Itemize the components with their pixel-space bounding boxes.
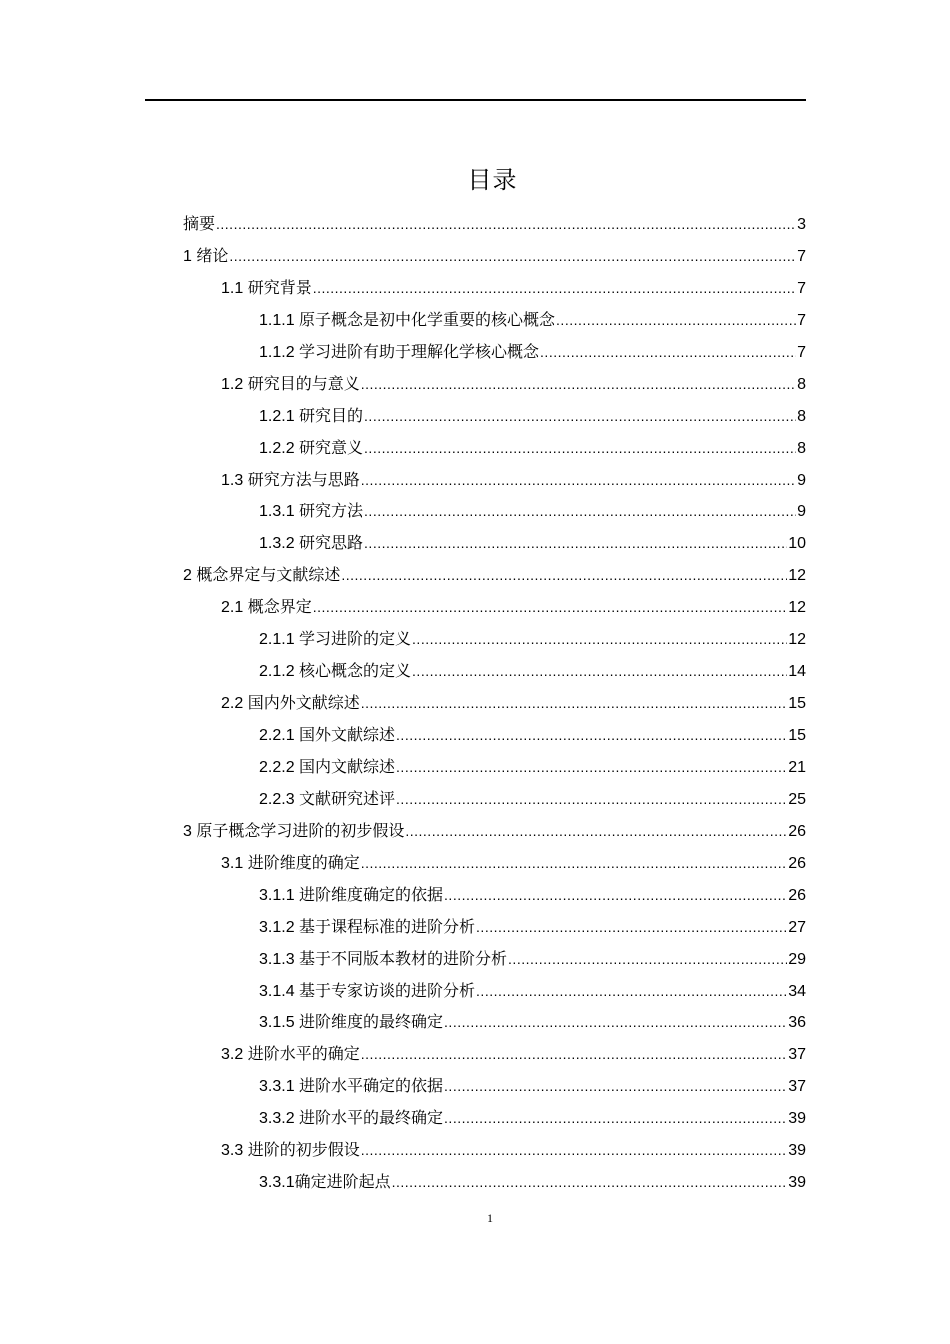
toc-entry-number: 2.1.2 <box>259 663 300 681</box>
toc-entry-number: 2.2.2 <box>259 758 300 776</box>
toc-entry-number: 3 <box>183 822 197 840</box>
toc-entry-page: 21 <box>788 758 806 776</box>
toc-entry-number: 3.3.1 <box>259 1078 300 1096</box>
toc-dot-leader <box>364 401 796 433</box>
toc-entry[interactable] <box>183 527 806 559</box>
toc-entry-page: 12 <box>788 599 806 617</box>
toc-dot-leader <box>364 496 796 528</box>
toc-entry-page: 7 <box>797 247 806 265</box>
toc-entry-title: 基于不同版本教材的进阶分析 <box>299 948 508 968</box>
toc-entry[interactable] <box>183 943 806 975</box>
toc-entry-title: 概念界定 <box>247 597 312 617</box>
toc-entry[interactable] <box>183 272 806 304</box>
toc-entry-title: 研究目的与意义 <box>247 373 360 393</box>
table-of-contents <box>183 208 806 1198</box>
toc-entry-page: 37 <box>788 1046 806 1064</box>
toc-dot-leader <box>364 433 796 465</box>
toc-entry-page: 26 <box>788 822 806 840</box>
toc-entry-title: 确定进阶起点 <box>294 1172 391 1192</box>
toc-entry-title: 国内外文献综述 <box>247 693 360 713</box>
toc-entry-title: 核心概念的定义 <box>299 661 412 681</box>
toc-entry[interactable] <box>183 368 806 400</box>
toc-entry-title: 研究背景 <box>247 277 312 297</box>
toc-entry-number: 1.3.2 <box>259 535 300 553</box>
toc-dot-leader <box>444 1071 787 1103</box>
toc-entry[interactable] <box>183 591 806 623</box>
toc-entry[interactable] <box>183 1102 806 1134</box>
toc-entry[interactable] <box>183 623 806 655</box>
toc-dot-leader <box>392 1167 788 1199</box>
toc-entry[interactable] <box>183 208 806 240</box>
toc-entry-page: 15 <box>788 695 806 713</box>
toc-dot-leader <box>540 337 796 369</box>
toc-entry-page: 27 <box>788 918 806 936</box>
toc-entry-title: 学习进阶的定义 <box>299 629 412 649</box>
toc-entry[interactable] <box>183 432 806 464</box>
toc-entry-page: 15 <box>788 727 806 744</box>
toc-entry[interactable] <box>183 783 806 815</box>
toc-dot-leader <box>361 848 788 880</box>
toc-entry-page: 7 <box>797 311 806 329</box>
toc-entry[interactable] <box>183 975 806 1007</box>
toc-entry-title: 进阶维度的确定 <box>247 852 360 872</box>
toc-entry[interactable] <box>183 1038 806 1070</box>
toc-entry[interactable] <box>183 879 806 911</box>
toc-entry-title: 国外文献综述 <box>299 725 396 744</box>
toc-entry-page: 36 <box>788 1014 806 1032</box>
toc-entry-title: 研究方法与思路 <box>247 469 360 489</box>
toc-entry-number: 3.2 <box>221 1046 248 1064</box>
toc-entry-page: 29 <box>788 950 806 968</box>
toc-entry-number: 3.1.5 <box>259 1014 300 1032</box>
toc-entry-page: 14 <box>788 663 806 681</box>
toc-entry[interactable] <box>183 495 806 527</box>
toc-entry-page: 3 <box>797 216 806 233</box>
toc-entry-page: 12 <box>788 567 806 585</box>
toc-entry-title: 基于课程标准的进阶分析 <box>299 916 476 936</box>
toc-entry[interactable] <box>183 1006 806 1038</box>
toc-entry-page: 26 <box>788 886 806 904</box>
toc-entry-number: 3.3.1 <box>259 1174 295 1192</box>
toc-dot-leader <box>556 305 796 337</box>
toc-dot-leader <box>476 912 787 944</box>
toc-dot-leader <box>313 273 796 305</box>
toc-entry-page: 39 <box>788 1174 806 1192</box>
toc-entry-number: 3.1.2 <box>259 918 300 936</box>
toc-entry-number: 3.1.4 <box>259 982 300 1000</box>
toc-dot-leader <box>361 465 796 497</box>
toc-entry-title: 研究方法 <box>299 501 364 521</box>
toc-entry-page: 34 <box>788 982 806 1000</box>
toc-dot-leader <box>396 784 787 816</box>
toc-dot-leader <box>396 720 787 752</box>
toc-entry[interactable] <box>183 240 806 272</box>
toc-entry-title: 研究目的 <box>299 405 364 425</box>
toc-entry-number: 2.2.1 <box>259 727 300 744</box>
toc-entry-title: 进阶水平确定的依据 <box>299 1076 444 1096</box>
toc-entry-number: 2.2.3 <box>259 790 300 808</box>
toc-entry-page: 10 <box>788 535 806 553</box>
toc-entry-title: 国内文献综述 <box>299 756 396 776</box>
toc-entry-page: 8 <box>797 439 806 457</box>
toc-entry-title: 基于专家访谈的进阶分析 <box>299 980 476 1000</box>
toc-dot-leader <box>476 976 787 1008</box>
toc-entry-title: 进阶的初步假设 <box>247 1140 360 1160</box>
toc-entry-number: 1.3 <box>221 471 248 489</box>
toc-entry-number: 3.1.3 <box>259 950 300 968</box>
toc-entry-page: 39 <box>788 1142 806 1160</box>
toc-dot-leader <box>508 944 787 976</box>
toc-entry-number: 2.1.1 <box>259 631 300 649</box>
toc-entry-title: 进阶维度确定的依据 <box>299 884 444 904</box>
toc-entry[interactable] <box>183 464 806 496</box>
toc-entry[interactable] <box>183 847 806 879</box>
toc-entry-title: 进阶水平的最终确定 <box>299 1108 444 1128</box>
toc-entry-page: 7 <box>797 343 806 361</box>
toc-entry-title: 原子概念学习进阶的初步假设 <box>196 820 405 840</box>
toc-title: 目录 <box>467 166 518 194</box>
toc-entry[interactable] <box>183 687 806 719</box>
toc-entry-number: 3.1 <box>221 854 248 872</box>
toc-entry-number: 2 <box>183 567 197 585</box>
toc-dot-leader <box>405 816 787 848</box>
toc-dot-leader <box>444 880 787 912</box>
toc-entry[interactable] <box>183 719 806 751</box>
footer-page-number: 1 <box>487 1211 493 1225</box>
toc-entry-number: 1 <box>183 247 197 265</box>
toc-dot-leader <box>412 656 787 688</box>
toc-entry-page: 12 <box>788 631 806 649</box>
toc-entry-number: 2.2 <box>221 695 248 713</box>
toc-entry[interactable] <box>183 655 806 687</box>
toc-entry-number: 1.2.2 <box>259 439 300 457</box>
toc-dot-leader <box>313 592 788 624</box>
toc-dot-leader <box>361 1039 788 1071</box>
toc-entry-page: 8 <box>797 407 806 425</box>
toc-entry-number: 1.2 <box>221 375 248 393</box>
toc-dot-leader <box>444 1007 787 1039</box>
toc-entry-title: 进阶维度的最终确定 <box>299 1012 444 1032</box>
toc-entry[interactable] <box>183 751 806 783</box>
toc-entry-title: 概念界定与文献综述 <box>196 565 341 585</box>
toc-entry-number: 1.1.1 <box>259 311 300 329</box>
toc-entry-page: 9 <box>797 471 806 489</box>
toc-dot-leader <box>412 624 787 656</box>
toc-dot-leader <box>364 528 787 560</box>
toc-dot-leader <box>361 688 788 720</box>
toc-dot-leader <box>361 369 796 401</box>
toc-entry-page: 25 <box>788 790 806 808</box>
toc-dot-leader <box>361 1135 788 1167</box>
toc-entry-number: 3.1.1 <box>259 886 300 904</box>
toc-entry-title: 原子概念是初中化学重要的核心概念 <box>299 309 556 329</box>
toc-dot-leader <box>444 1103 787 1135</box>
toc-entry-title: 文献研究述评 <box>299 788 396 808</box>
toc-entry[interactable] <box>183 304 806 336</box>
toc-entry-page: 7 <box>797 279 806 297</box>
toc-entry-number: 1.3.1 <box>259 503 300 521</box>
toc-entry[interactable] <box>183 1070 806 1102</box>
toc-entry-title: 摘要 <box>183 214 216 233</box>
header-rule <box>145 99 806 101</box>
toc-dot-leader <box>216 209 796 241</box>
toc-entry-number: 3.3.2 <box>259 1110 300 1128</box>
toc-entry[interactable] <box>183 400 806 432</box>
toc-entry-page: 8 <box>797 375 806 393</box>
toc-entry[interactable] <box>183 815 806 847</box>
toc-entry-page: 26 <box>788 854 806 872</box>
toc-dot-leader <box>341 560 787 592</box>
toc-entry-title: 研究思路 <box>299 533 364 553</box>
toc-entry[interactable] <box>183 911 806 943</box>
toc-entry-title: 绪论 <box>196 245 229 265</box>
toc-entry-number: 1.1.2 <box>259 343 300 361</box>
toc-dot-leader <box>229 241 796 273</box>
toc-dot-leader <box>396 752 787 784</box>
toc-entry[interactable] <box>183 1166 806 1198</box>
toc-entry-title: 学习进阶有助于理解化学核心概念 <box>299 341 540 361</box>
toc-entry-title: 进阶水平的确定 <box>247 1044 360 1064</box>
toc-entry[interactable] <box>183 559 806 591</box>
toc-entry-number: 1.2.1 <box>259 407 300 425</box>
toc-entry-page: 37 <box>788 1078 806 1096</box>
toc-entry-number: 2.1 <box>221 599 248 617</box>
toc-entry[interactable] <box>183 336 806 368</box>
toc-entry-number: 3.3 <box>221 1142 248 1160</box>
toc-entry-page: 39 <box>788 1110 806 1128</box>
toc-entry-number: 1.1 <box>221 279 248 297</box>
toc-entry[interactable] <box>183 1134 806 1166</box>
toc-entry-page: 9 <box>797 503 806 521</box>
toc-entry-title: 研究意义 <box>299 437 364 457</box>
